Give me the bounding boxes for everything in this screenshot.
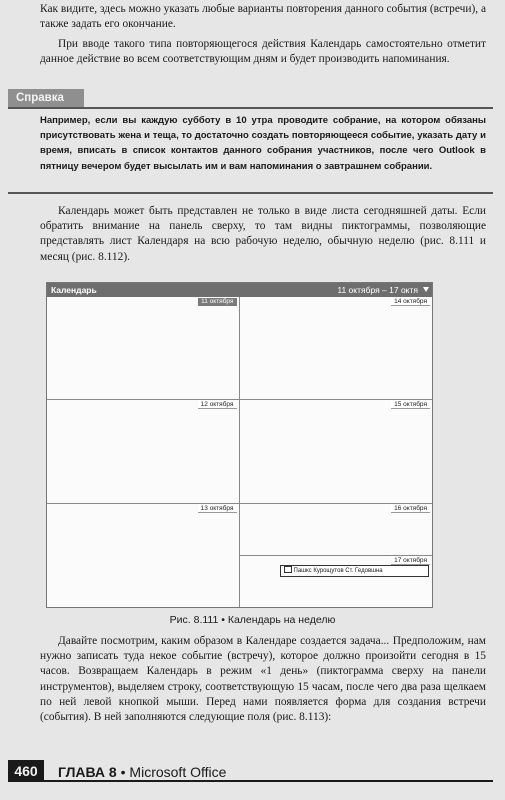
note-text: Например, если вы каждую субботу в 10 утра проводите собрание, на котором обязаны присутствовать жена и теща, то достаточно создать повторяющееся событие, указать дату и время, вписать в список контактов данного собрания участников, после чего Outlook в пятницу вечером будет высылать им и вам напоминания о завтрашнем собрании.	[40, 115, 486, 172]
note-rule-top	[8, 107, 493, 109]
day-label: 12 октября	[198, 401, 237, 409]
day-label: 16 октября	[391, 505, 430, 513]
day-cell-mon[interactable]	[47, 297, 240, 400]
chapter-label: ГЛАВА 8	[58, 764, 117, 780]
paragraph-4: Давайте посмотрим, каким образом в Календаре создается задача... Предположим, нам нужно записать туда некое событие (встречу), которое должно произойти сегодня в 15 часов. Возвращаем Календарь в режим «1 день» (пиктограмма сверху на панели инструментов), выделяем строку, соответствующую 15 часам, после чего два раза щелкаем по ней левой кнопкой мыши. Перед нами появляется форма для создания встречи (события). В ней заполняются следующие поля (рис. 8.113):	[40, 635, 486, 724]
paragraph-1: Как видите, здесь можно указать любые варианты повторения данного события (встречи), а также задать его окончание.	[40, 3, 486, 31]
footer-separator: •	[120, 764, 126, 780]
paragraph-3: Календарь может быть представлен не только в виде листа сегодняшней даты. Если обратить внимание на панель сверху, то там видны пиктограммы, позволяющие представлять лист Календаря на всю рабочую неделю, обычную неделю (рис. 8.111 и месяц (рис. 8.112).	[40, 205, 486, 263]
day-cell-thu[interactable]	[240, 297, 433, 400]
day-cell-tue[interactable]	[47, 400, 240, 503]
day-cell-sun[interactable]	[240, 556, 433, 607]
day-cell-fri[interactable]	[240, 400, 433, 503]
day-cell-sat[interactable]	[240, 504, 433, 556]
running-footer	[58, 762, 226, 782]
page-number: 460	[8, 760, 44, 782]
page-footer	[0, 760, 505, 782]
calendar-header	[47, 283, 432, 297]
calendar-date-range: 11 октября – 17 октя	[337, 285, 418, 295]
day-cell-wed[interactable]	[47, 504, 240, 607]
footer-rule	[44, 780, 493, 782]
day-label: 14 октября	[391, 298, 430, 306]
calendar-week-grid	[47, 297, 432, 607]
figure-caption: Рис. 8.111 • Календарь на неделю	[169, 614, 336, 626]
day-label: 17 октября	[391, 557, 430, 565]
calendar-screenshot	[46, 282, 433, 608]
day-label: 13 октября	[198, 505, 237, 513]
note-rule-bottom	[8, 192, 493, 194]
paragraph-2: При вводе такого типа повторяющегося действия Календарь самостоятельно отметит данное действие во всем соответствующим дням и будет производить напоминания.	[40, 38, 486, 66]
day-label: 15 октября	[391, 401, 430, 409]
event-title: Пашкс Курощутов Ст. Гедовшна	[293, 568, 383, 574]
calendar-event[interactable]	[280, 565, 430, 577]
note-label: Справка	[8, 89, 84, 107]
book-title: Microsoft Office	[129, 764, 227, 780]
day-label: 11 октября	[198, 298, 236, 306]
day-cell-weekend	[240, 504, 433, 607]
calendar-title: Календарь	[51, 285, 97, 295]
recurrence-icon	[284, 566, 292, 573]
dropdown-arrow-icon	[423, 287, 429, 292]
